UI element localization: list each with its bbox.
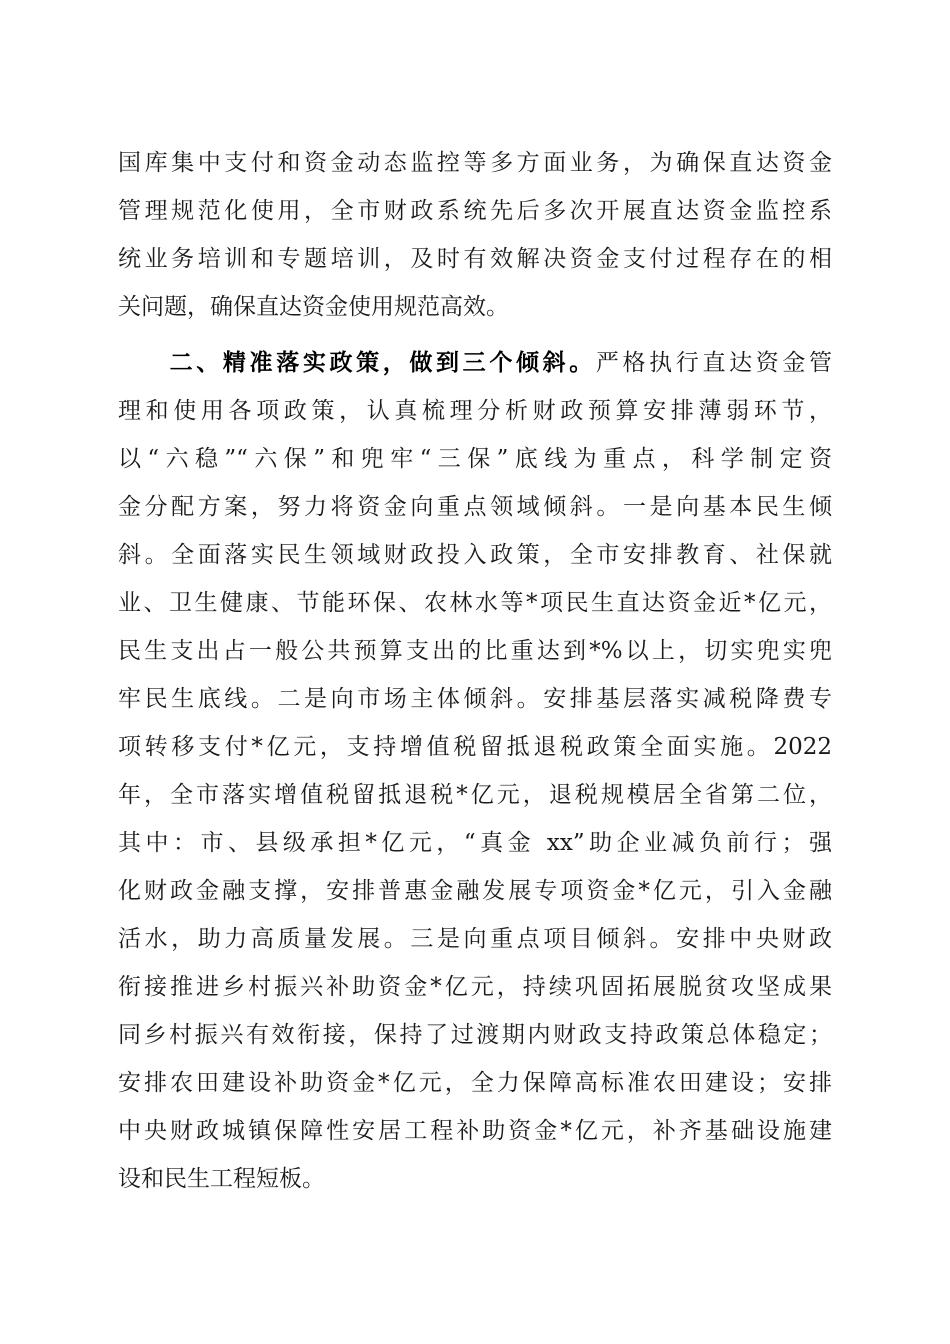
paragraph-line: 活水，助力高质量发展。三是向重点项目倾斜。安排中央财政 <box>118 926 832 952</box>
paragraph-line: 项转移支付*亿元，支持增值税留抵退税政策全面实施。2022 <box>118 734 832 760</box>
paragraph-line: 设和民生工程短板。 <box>118 1166 325 1192</box>
paragraph-line: 同乡村振兴有效衔接，保持了过渡期内财政支持政策总体稳定； <box>118 1022 832 1048</box>
paragraph-first-line <box>118 339 832 387</box>
paragraph-line: 化财政金融支撑，安排普惠金融发展专项资金*亿元，引入金融 <box>118 878 832 904</box>
paragraph-line: 民生支出占一般公共预算支出的比重达到*%以上，切实兜实兜 <box>118 638 832 664</box>
paragraph-line: 理和使用各项政策，认真梳理分析财政预算安排薄弱环节， <box>118 398 832 424</box>
paragraph-line: 牢民生底线。二是向市场主体倾斜。安排基层落实减税降费专 <box>118 686 832 712</box>
paragraph-line: 斜。全面落实民生领域财政投入政策，全市安排教育、社保就 <box>118 542 832 568</box>
paragraph-line: 国库集中支付和资金动态监控等多方面业务，为确保直达资金 <box>118 150 832 176</box>
paragraph-line: 以“六稳”“六保”和兜牢“三保”底线为重点，科学制定资 <box>118 446 832 472</box>
paragraph-2 <box>118 339 832 1203</box>
paragraph-line: 金分配方案，努力将资金向重点领域倾斜。一是向基本民生倾 <box>118 494 832 520</box>
paragraph-line: 中央财政城镇保障性安居工程补助资金*亿元，补齐基础设施建 <box>118 1118 832 1144</box>
paragraph-line: 管理规范化使用，全市财政系统先后多次开展直达资金监控系 <box>118 198 832 224</box>
paragraph-line: 关问题，确保直达资金使用规范高效。 <box>118 294 509 320</box>
paragraph-line-rest: 严格执行直达资金管 <box>595 350 833 376</box>
paragraph-1 <box>118 139 832 331</box>
section-heading: 二、精准落实政策，做到三个倾斜。 <box>166 349 596 376</box>
paragraph-line: 其中：市、县级承担*亿元，“真金 xx”助企业减负前行；强 <box>118 830 832 856</box>
paragraph-line: 业、卫生健康、节能环保、农林水等*项民生直达资金近*亿元， <box>118 590 832 616</box>
paragraph-line: 年，全市落实增值税留抵退税*亿元，退税规模居全省第二位， <box>118 782 832 808</box>
document-body <box>118 139 832 1203</box>
paragraph-line: 统业务培训和专题培训，及时有效解决资金支付过程存在的相 <box>118 246 832 272</box>
paragraph-line: 衔接推进乡村振兴补助资金*亿元，持续巩固拓展脱贫攻坚成果 <box>118 974 832 1000</box>
paragraph-line: 安排农田建设补助资金*亿元，全力保障高标准农田建设；安排 <box>118 1070 832 1096</box>
